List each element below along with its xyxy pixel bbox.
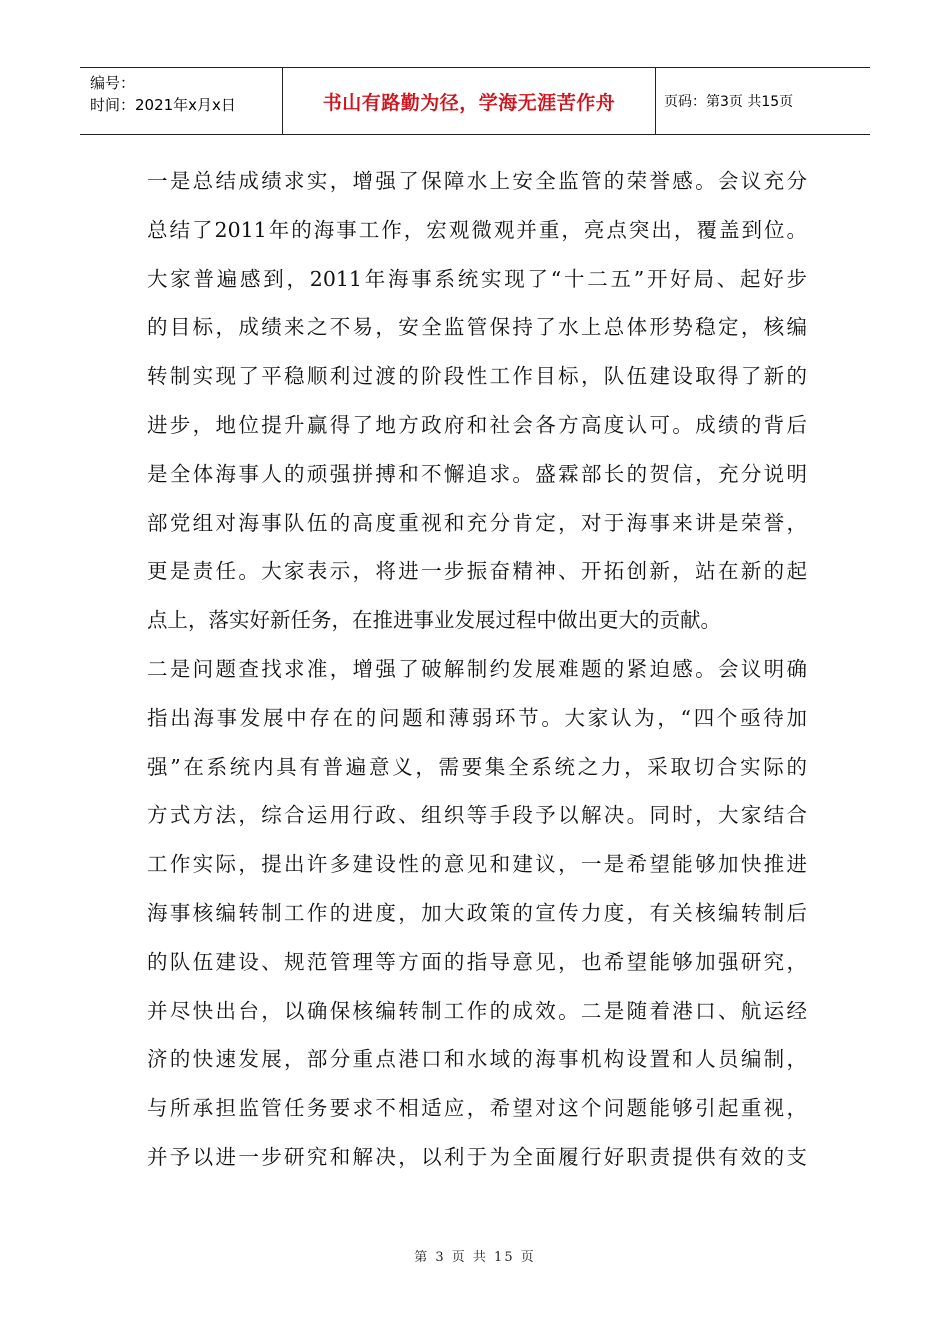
body-line: 济的快速发展，部分重点港口和水域的海事机构设置和人员编制， <box>147 1047 807 1072</box>
body-line: 指出海事发展中存在的问题和薄弱环节。大家认为，“四个亟待加 <box>147 705 807 730</box>
body-line: 二是问题查找求准，增强了破解制约发展难题的紧迫感。会议明确 <box>147 656 807 681</box>
document-body <box>147 157 807 1182</box>
body-line: 一是总结成绩求实，增强了保障水上安全监管的荣誉感。会议充分 <box>147 169 807 193</box>
body-line: 并尽快出台，以确保核编转制工作的成效。二是随着港口、航运经 <box>147 998 807 1023</box>
body-line: 总结了2011年的海事工作，宏观微观并重，亮点突出，覆盖到位。 <box>147 217 807 242</box>
page-footer: 第 3 页 共 15 页 <box>414 1250 536 1265</box>
document-number-label: 编号： <box>90 74 136 92</box>
body-line: 的目标，成绩来之不易，安全监管保持了水上总体形势稳定，核编 <box>147 315 807 340</box>
body-line: 海事核编转制工作的进度，加大政策的宣传力度，有关核编转制后 <box>147 900 807 925</box>
body-line: 是全体海事人的顽强拼搏和不懈追求。盛霖部长的贺信，充分说明 <box>147 461 807 486</box>
page-header <box>80 67 870 135</box>
header-meta <box>80 68 283 134</box>
body-line: 部党组对海事队伍的高度重视和充分肯定，对于海事来讲是荣誉， <box>147 510 807 535</box>
body-line: 大家普遍感到，2011年海事系统实现了“十二五”开好局、起好步 <box>147 266 807 291</box>
body-line: 转制实现了平稳顺利过渡的阶段性工作目标，队伍建设取得了新的 <box>147 364 807 389</box>
body-line: 方式方法，综合运用行政、组织等手段予以解决。同时，大家结合 <box>147 803 807 828</box>
body-line: 进步，地位提升赢得了地方政府和社会各方高度认可。成绩的背后 <box>147 412 807 437</box>
body-line: 与所承担监管任务要求不相适应，希望对这个问题能够引起重视， <box>147 1096 807 1121</box>
body-line: 工作实际，提出许多建设性的意见和建议，一是希望能够加快推进 <box>147 852 807 877</box>
body-line: 更是责任。大家表示，将进一步振奋精神、开拓创新，站在新的起 <box>147 559 807 584</box>
header-page-info: 页码：第3页 共15页 <box>664 94 794 110</box>
body-line: 强”在系统内具有普遍意义，需要集全系统之力，采取切合实际的 <box>147 754 807 779</box>
body-line: 点上，落实好新任务，在推进事业发展过程中做出更大的贡献。 <box>147 608 721 633</box>
document-time-label: 时间：2021年x月x日 <box>90 96 236 114</box>
header-motto: 书山有路勤为径，学海无涯苦作舟 <box>283 68 656 134</box>
body-line: 的队伍建设、规范管理等方面的指导意见，也希望能够加强研究， <box>147 949 807 974</box>
body-line: 并予以进一步研究和解决，以利于为全面履行好职责提供有效的支 <box>147 1144 807 1169</box>
